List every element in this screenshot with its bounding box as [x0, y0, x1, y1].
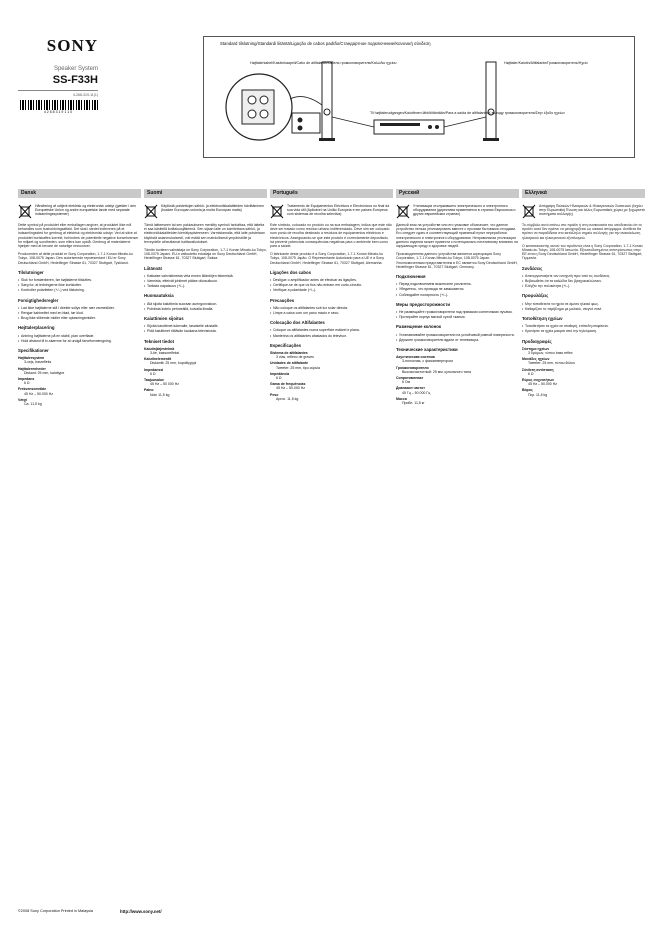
spec-value: 6 Ω	[528, 371, 534, 376]
list-item: • Pidä kaiuttimet riittävän kaukana televisiosta.	[144, 329, 267, 333]
manufacturer-text: Производителем данного устройства является корпорация Sony Corporation, 1-7-1 Konan Minato-ku Tokyo, 108-0075 Japan. Уполномоченным представителем в ЕС является Sony Deutschland GmbH, Hedelfinger Strasse 61, 70327 Stuttgart, Germany.	[396, 252, 518, 269]
spec-label: Kaiutinjärjestelmä	[144, 346, 175, 351]
spec-value: 45 Hz – 50 000 Hz	[150, 382, 179, 387]
copyright-text: ©2008 Sony Corporation Printed in Malaysia	[18, 909, 93, 913]
spec-title: Especificações	[270, 342, 302, 348]
spec-label: Акустическая система	[396, 355, 435, 360]
section-title: Tilslutninger	[18, 269, 44, 275]
spec-label: Сопротивление	[396, 376, 424, 381]
crossed-bin-icon	[522, 204, 536, 219]
spec-value: 3 vias, reflexo de graves	[276, 355, 314, 360]
spec-title: Технические характеристики	[396, 347, 458, 353]
diagram-title: Standard tilslutning/Standardi liitäntä/Ligação de cabos padrão/Стандартное подключение/Κανονική σύνδεση	[220, 41, 431, 46]
section-title: Συνδέσεις	[522, 265, 543, 271]
list-item: • Sijoita kaiuttimet tukevalle, tasaiselle alustalle.	[144, 324, 267, 328]
section-list	[270, 306, 393, 315]
section-list	[18, 278, 141, 293]
spec-value: Tweeter: 25 mm, tipo cúpula	[276, 365, 320, 370]
spec-label: Sistema de altifalantes	[270, 351, 308, 356]
spec-label: Impedanssi	[144, 367, 164, 372]
section-title: Forsigtighedsregler	[18, 297, 59, 303]
crossed-bin-icon	[396, 204, 410, 219]
spec-label: Σύνθετη αντίσταση	[522, 367, 554, 372]
section-title: Τοποθέτηση ηχείων	[522, 316, 563, 322]
section-list	[522, 274, 645, 289]
spec-value: Прибл. 11,5 кг	[402, 401, 425, 406]
spec-value: 3 δρόμων, τύπου bass reflex	[528, 351, 573, 356]
list-item: • Убедитесь, что провода не замыкаются.	[396, 287, 519, 291]
list-item: • Βεβαιωθείτε ότι τα καλώδια δεν βραχυκυκλώνουν.	[522, 279, 645, 283]
list-item: • Перед подключением выключите усилитель.	[396, 282, 519, 286]
list-item: • Tarkista napaisuus (+/–).	[144, 284, 267, 288]
spec-label: Taajuusalue	[144, 378, 164, 383]
spec-title: Specifikationer	[18, 348, 49, 354]
spec-value: Высокочастотный: 25 мм, купольного типа	[402, 369, 471, 374]
spec-label: Диапазон частот	[396, 386, 425, 391]
section-list	[270, 278, 393, 293]
spec-value: 45 Hz – 50.000 Hz	[276, 386, 305, 391]
column-ellinika	[522, 189, 645, 397]
section-list	[396, 282, 519, 297]
spec-label: Vægt	[18, 397, 27, 402]
spec-value: 6 Ом	[402, 380, 411, 385]
list-item: • Älä sijoita kaiuttimia suoraan auringonvaloon.	[144, 302, 267, 306]
weee-text: Απόρριψη Παλαιών Ηλεκτρικών & Ηλεκτρονικών Συσκευών (Ισχύει στην Ευρωπαϊκή Ένωση και άλλες Ευρωπαϊκές χώρες με ξεχωριστά συστήματα συλλογής)	[539, 204, 645, 217]
section-list	[522, 324, 645, 333]
spec-value: 45 Hz – 50.000 Hz	[24, 391, 53, 396]
column-header: Português	[270, 189, 393, 198]
spec-label: Peso	[270, 392, 279, 397]
spec-value: 45 Гц – 50 000 Гц	[402, 390, 431, 395]
section-title: Huomautuksia	[144, 293, 174, 299]
spec-value: 6 Ω	[150, 371, 156, 376]
spec-value: 6 Ω	[24, 381, 30, 386]
list-item: • Kontroller polariteten (+/–) ved tilslutning.	[18, 288, 141, 292]
label-speaker: Højttaler/Kaiutin/Altifalante/Громкоговоритель/Ηχείο	[504, 61, 588, 65]
spec-label: Højttalerenheder	[18, 366, 46, 371]
list-item: • Varmista, etteivät johtimet pääse oikosulkuun.	[144, 279, 267, 283]
list-item: • Mantenha os altifalantes afastados do televisor.	[270, 334, 393, 338]
label-speaker-cable: Højttalerkabel/Kaiutinkaapeli/Cabo de altifalante/Кабель громкоговорителя/Καλώδιο ηχείου	[250, 61, 397, 65]
section-list	[144, 302, 267, 311]
column-header: Ελληνικά	[522, 189, 645, 198]
spec-value: 3-полосная, с фазоинвертором	[402, 359, 453, 364]
spec-value: Ca. 11,5 kg	[24, 402, 42, 407]
list-item: • Протирайте корпус мягкой сухой тканью.	[396, 315, 519, 319]
manufacturer-text: O fabricante deste produto é a Sony Corporation, 1-7-1 Konan Minato-ku Tokyo, 108-0075 Japão. O Representante Autorizado para a UE é a Sony Deutschland GmbH, Hedelfinger Strasse 61, 70327 Stuttgart, Alemanha.	[270, 252, 385, 265]
weee-notice	[18, 204, 141, 219]
brand-divider	[18, 90, 98, 91]
list-item: • Não coloque os altifalantes sob luz solar directa.	[270, 306, 393, 310]
spec-label: Масса	[396, 396, 407, 401]
list-item: • Καθαρίζετε το περίβλημα με μαλακό, στεγνό πανί.	[522, 307, 645, 311]
list-item: • Limpe a caixa com um pano macio e seco.	[270, 311, 393, 315]
weee-text: Tratamento de Equipamentos Eléctricos e Electrónicos no final da sua vida útil (Aplicável na União Europeia e em países Europeus com sistemas de recolha selectiva)	[287, 204, 390, 217]
weee-notice	[270, 204, 393, 219]
list-item: • Ελέγξτε την πολικότητα (+/–).	[522, 284, 645, 288]
section-title: Размещение колонок	[396, 324, 441, 330]
weee-text: Утилизация отслужившего электрического и электронного оборудования (директива применяется в странах Евросоюза и других европейских странах)	[413, 204, 516, 217]
spec-label: Εύρος συχνοτήτων	[522, 378, 554, 383]
section-list	[144, 274, 267, 289]
list-item: • Устанавливайте громкоговорители на устойчивой ровной поверхности.	[396, 333, 519, 337]
barcode-number: 4 2 6 8 3 1 9 1 1 0	[43, 110, 73, 114]
manufacturer-text: Producenten af dette produkt er Sony Corporation, 1-7-1 Konan Minato-ku Tokyo, 108-0075 Japan. Den autoriserede repræsentant i EU er Sony Deutschland GmbH, Hedelfinger Strasse 61, 70327 Stuttgart, Tyskland.	[18, 252, 133, 265]
section-title: Меры предосторожности	[396, 301, 450, 307]
list-item: • Απενεργοποιήστε τον ενισχυτή πριν από τις συνδέσεις.	[522, 274, 645, 278]
list-item: • Anbring højttalerne på en stabil, plan overflade.	[18, 334, 141, 338]
spec-value: 3-vejs, basrefleks	[24, 360, 52, 365]
section-list	[270, 328, 393, 337]
list-item: • Lad ikke højttalerne stå i direkte sollys eller nær varmekilder.	[18, 306, 141, 310]
section-list	[144, 324, 267, 333]
section-list	[18, 334, 141, 343]
crossed-bin-icon	[18, 204, 32, 219]
list-item: • Держите громкоговорители вдали от телевизора.	[396, 338, 519, 342]
document-code: 4-268-319-11(1)	[72, 93, 98, 97]
section-title: Подключения	[396, 274, 426, 280]
spec-value: 3-tie, bassorefleksi	[150, 351, 180, 356]
weee-text: Käytöstä poistettujen sähkö- ja elektroniikkalaitteiden hävittäminen (koskee Euroopan unionia ja muita Euroopan maita)	[161, 204, 264, 213]
spec-label: Громкоговорители	[396, 365, 429, 370]
spec-title: Tekniset tiedot	[144, 338, 175, 344]
spec-value: Aprox. 11,5 kg	[276, 396, 299, 401]
list-item: • Coloque os altifalantes numa superfície estável e plana.	[270, 328, 393, 332]
manufacturer-text: Tämän tuotteen valmistaja on Sony Corporation, 1-7-1 Konan Minato-ku Tokyo, 108-0075 Japani. EU:n valtuutettu edustaja on Sony Deutschland GmbH, Hedelfinger Strasse 61, 70327 Stuttgart, Saksa.	[144, 248, 267, 261]
list-item: • Τοποθετήστε τα ηχεία σε σταθερή, επίπεδη επιφάνεια.	[522, 324, 645, 328]
label-speaker-output: Til højttalerudgangen/Kaiuttimen lähtöliitäntään/Para a saída de altifalante/К выходу громкоговорителя/Στην έξοδο ηχείων	[370, 111, 565, 115]
section-list	[522, 302, 645, 311]
column-header: Dansk	[18, 189, 141, 198]
intro-text: Το σύμβολο αυτό επάνω στο προϊόν ή στη συσκευασία του υποδεικνύει ότι το προϊόν αυτό δεν πρέπει να μεταχειρίζεται ως οικιακό απόρριμμα. Αντίθετα θα πρέπει να παραδίδεται στο κατάλληλο σημείο συλλογής για την ανακύκλωση ηλεκτρικού και ηλεκτρονικού εξοπλισμού.	[522, 223, 642, 240]
list-item: • Sørg for, at ledningerne ikke kortslutter.	[18, 283, 141, 287]
weee-notice	[144, 204, 267, 219]
section-list	[396, 333, 519, 342]
spec-title: Προδιαγραφές	[522, 338, 552, 344]
crossed-bin-icon	[144, 204, 158, 219]
spec-value: Tweeter: 25 mm, τύπου θόλου	[528, 361, 575, 366]
spec-label: Paino	[144, 388, 154, 393]
column-header: Suomi	[144, 189, 267, 198]
weee-notice	[396, 204, 519, 219]
column-portugues	[270, 189, 393, 401]
spec-value: Noin 11,5 kg	[150, 392, 170, 397]
spec-value: Diskant: 25 mm, kalottype	[24, 370, 65, 375]
spec-value: 6 Ω	[276, 376, 282, 381]
section-title: Kaiuttimien sijoitus	[144, 316, 184, 322]
model-number: SS-F33H	[52, 74, 98, 86]
section-title: Προφυλάξεις	[522, 293, 549, 299]
section-list	[396, 310, 519, 319]
list-item: • Μην τοποθετείτε τα ηχεία σε άμεσο ηλιακό φως.	[522, 302, 645, 306]
intro-text: Данный знак на устройстве или его упаковке обозначает, что данное устройство нельзя утилизировать вместе с прочими бытовыми отходами. Его следует сдать в соответствующий приемный пункт переработки электрического и электронного оборудования. Неправильная утилизация данного изделия может привести к потенциально негативному влиянию на окружающую среду и здоровье людей.	[396, 223, 518, 249]
spec-label: Μονάδες ηχείων	[522, 357, 550, 362]
spec-label: Kaiutinelementit	[144, 357, 172, 362]
section-title: Precauções	[270, 297, 295, 303]
manufacturer-text: Ο κατασκευαστής αυτού του προϊόντος είναι η Sony Corporation, 1-7-1 Konan Minato-ku Tokyo, 108-0075 Ιαπωνία. Εξουσιοδοτημένος αντιπρόσωπος στην ΕΕ είναι η Sony Deutschland GmbH, Hedelfinger Strasse 61, 70327 Stuttgart, Γερμανία.	[522, 243, 643, 261]
sony-url-link[interactable]: http://www.sony.net/	[120, 909, 162, 914]
section-title: Højttalerplacering	[18, 325, 55, 331]
sony-logo: SONY	[46, 36, 98, 55]
spec-label: Σύστημα ηχείων	[522, 346, 550, 351]
section-title: Colocação dos Altifalantes	[270, 320, 325, 326]
section-title: Ligações dos cabos	[270, 269, 312, 275]
list-item: • Katkaise vahvistimesta virta ennen liitäntöjen tekemistä.	[144, 274, 267, 278]
list-item: • Κρατήστε τα ηχεία μακριά από την τηλεόραση.	[522, 329, 645, 333]
list-item: • Hold afstand til tv-skærme for at undgå farveforvrængning.	[18, 339, 141, 343]
connection-diagram	[203, 36, 635, 158]
list-item: • Puhdista kotelo pehmeällä, kuivalla liinalla.	[144, 307, 267, 311]
section-list	[18, 306, 141, 321]
spec-label: Impedância	[270, 371, 290, 376]
spec-label: Βάρος	[522, 388, 533, 393]
spec-label: Gama de frequências	[270, 382, 306, 387]
spec-label: Højttalersystem	[18, 356, 45, 361]
list-item: • Rengør kabinettet med en blød, tør klud.	[18, 311, 141, 315]
spec-label: Impedans	[18, 377, 35, 382]
spec-value: 45 Hz – 50.000 Hz	[528, 382, 557, 387]
spec-label: Unidades de altifalante	[270, 361, 309, 366]
section-title: Liitännät	[144, 265, 162, 271]
column-suomi	[144, 189, 267, 397]
diagram-illustration	[204, 37, 634, 157]
spec-value: Περ. 11,5 kg	[528, 392, 548, 397]
product-type: Speaker System	[53, 66, 98, 72]
list-item: • Desligue o amplificador antes de efectuar as ligações.	[270, 278, 393, 282]
crossed-bin-icon	[270, 204, 284, 219]
intro-text: Dette symbol på produktet eller emballagen angiver, at produktet ikke må behandles som husholdningsaffald. Det skal i stedet indleveres på et indsamlingssted for genbrug af elektrisk og elektronisk udstyr. Ved at sikre at produktet bortskaffes korrekt, forhindres de potentielle negative konsekvenser for miljøet og sundheden, som ellers kan opstå. Genbrug af materialerne hjælper med at bevare de naturlige ressourcer.	[18, 223, 139, 249]
weee-text: Håndtering af udtjent elektrisk og elektronisk udstyr (gælder i den Europæiske Union og andre europæiske lande med separate indsamlingssystemer)	[35, 204, 136, 217]
weee-notice	[522, 204, 645, 219]
list-item: • Verifique a polaridade (+/–).	[270, 288, 393, 292]
list-item: • Не размещайте громкоговорители под прямыми солнечными лучами.	[396, 310, 519, 314]
brand-block	[18, 36, 98, 114]
column-russkiy	[396, 189, 519, 405]
spec-value: Diskantti: 25 mm, kupolityyppi	[150, 361, 197, 366]
list-item: • Brug ikke slibende midler eller opløsningsmidler.	[18, 316, 141, 320]
spec-label: Frekvensområde	[18, 387, 47, 392]
intro-text: Tämä laitteeseen tai sen pakkaukseen merkitty symboli tarkoittaa, että laitetta ei saa käsitellä kotitalousjätteenä. Sen sijaan laite on toimitettava sähkö- ja elektroniikkalaitteiden kierrätyspisteeseen. Varmistamalla, että laite poistetaan käytöstä asianmukaisesti, voit estää sen mahdollisesti ympäristölle ja terveydelle aiheuttamat haittavaikutukset.	[144, 223, 265, 244]
list-item: • Sluk for forstærkeren, før højttalerne tilsluttes.	[18, 278, 141, 282]
list-item: • Соблюдайте полярность (+/–).	[396, 293, 519, 297]
intro-text: Este símbolo, colocado no produto ou na sua embalagem, indica que este não deve ser tratado como resíduo urbano indiferenciado. Deve sim ser colocado num ponto de recolha destinado a resíduos de equipamentos eléctricos e electrónicos. Assegurando-se que este produto é correctamente depositado, irá prevenir potenciais consequências negativas para o ambiente bem como para a saúde.	[270, 223, 392, 249]
column-dansk	[18, 189, 141, 406]
column-header: Русский	[396, 189, 519, 198]
barcode-icon	[20, 100, 98, 110]
list-item: • Certifique-se de que os fios não entram em curto-circuito.	[270, 283, 393, 287]
